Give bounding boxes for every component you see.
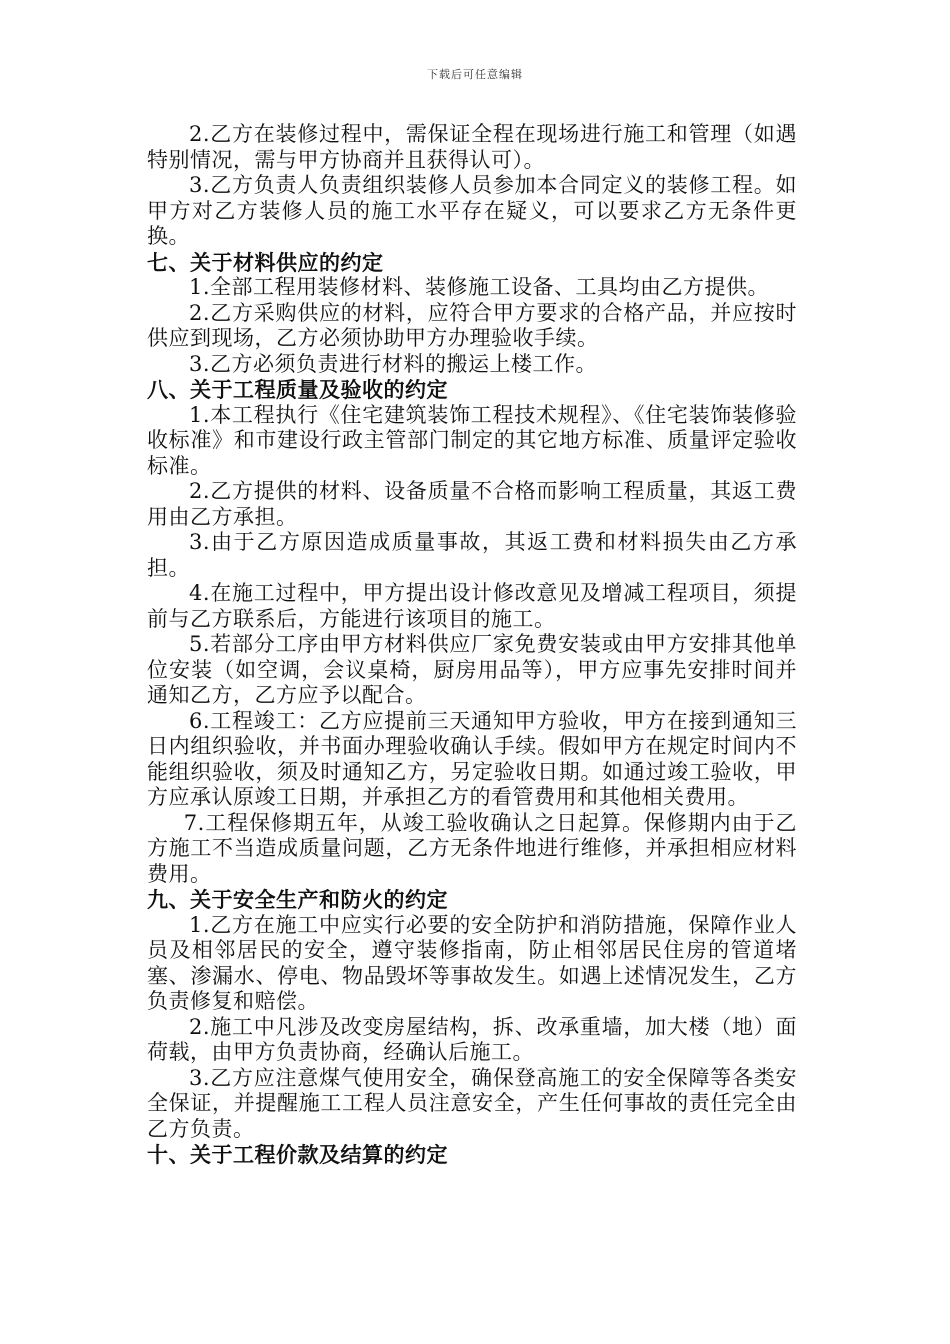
- clause-6-2: 2.乙方在装修过程中，需保证全程在现场进行施工和管理（如遇特别情况，需与甲方协商并且获得认可）。: [147, 122, 797, 172]
- section-heading-8: 八、关于工程质量及验收的约定: [147, 377, 448, 402]
- document-body: [147, 122, 797, 1168]
- clause-8-7: 7.工程保修期五年，从竣工验收确认之日起算。保修期内由于乙方施工不当造成质量问题，乙方无条件地进行维修，并承担相应材料费用。: [147, 810, 797, 886]
- section-heading-9: 九、关于安全生产和防火的约定: [147, 887, 448, 912]
- clause-8-3: 3.由于乙方原因造成质量事故，其返工费和材料损失由乙方承担。: [147, 530, 797, 580]
- clause-9-2: 2.施工中凡涉及改变房屋结构，拆、改承重墙，加大楼（地）面荷载，由甲方负责协商，经确认后施工。: [147, 1014, 797, 1064]
- page-header: 下载后可任意编辑: [427, 68, 523, 81]
- clause-9-1: 1.乙方在施工中应实行必要的安全防护和消防措施，保障作业人员及相邻居民的安全，遵守装修指南，防止相邻居民住房的管道堵塞、渗漏水、停电、物品毁坏等事故发生。如遇上述情况发生，乙方负责修复和赔偿。: [147, 912, 797, 1013]
- clause-7-1: 1.全部工程用装修材料、装修施工设备、工具均由乙方提供。: [189, 275, 770, 299]
- clause-9-3: 3.乙方应注意煤气使用安全，确保登高施工的安全保障等各类安全保证，并提醒施工工程人员注意安全，产生任何事故的责任完全由乙方负责。: [147, 1065, 797, 1141]
- clause-7-2: 2.乙方采购供应的材料，应符合甲方要求的合格产品，并应按时供应到现场，乙方必须协助甲方办理验收手续。: [147, 300, 797, 350]
- clause-8-4: 4.在施工过程中，甲方提出设计修改意见及增减工程项目，须提前与乙方联系后，方能进行该项目的施工。: [147, 581, 797, 631]
- clause-8-5: 5.若部分工序由甲方材料供应厂家免费安装或由甲方安排其他单位安装（如空调，会议桌椅，厨房用品等），甲方应事先安排时间并通知乙方，乙方应予以配合。: [147, 632, 797, 707]
- clause-7-3: 3.乙方必须负责进行材料的搬运上楼工作。: [189, 351, 598, 376]
- section-heading-7: 七、关于材料供应的约定: [147, 249, 384, 275]
- clause-8-1: 1.本工程执行《住宅建筑装饰工程技术规程》、《住宅装饰装修验收标准》和市建设行政主管部门制定的其它地方标准、质量评定验收标准。: [147, 402, 797, 478]
- clause-8-6: 6.工程竣工：乙方应提前三天通知甲方验收，甲方在接到通知三日内组织验收，并书面办理验收确认手续。假如甲方在规定时间内不能组织验收，须及时通知乙方，另定验收日期。如通过竣工验收，甲方应承认原竣工日期，并承担乙方的看管费用和其他相关费用。: [147, 708, 797, 809]
- section-heading-10: 十、关于工程价款及结算的约定: [147, 1142, 448, 1167]
- clause-6-3: 3.乙方负责人负责组织装修人员参加本合同定义的装修工程。如甲方对乙方装修人员的施工水平存在疑义，可以要求乙方无条件更换。: [147, 173, 797, 248]
- clause-8-2: 2.乙方提供的材料、设备质量不合格而影响工程质量，其返工费用由乙方承担。: [147, 479, 797, 529]
